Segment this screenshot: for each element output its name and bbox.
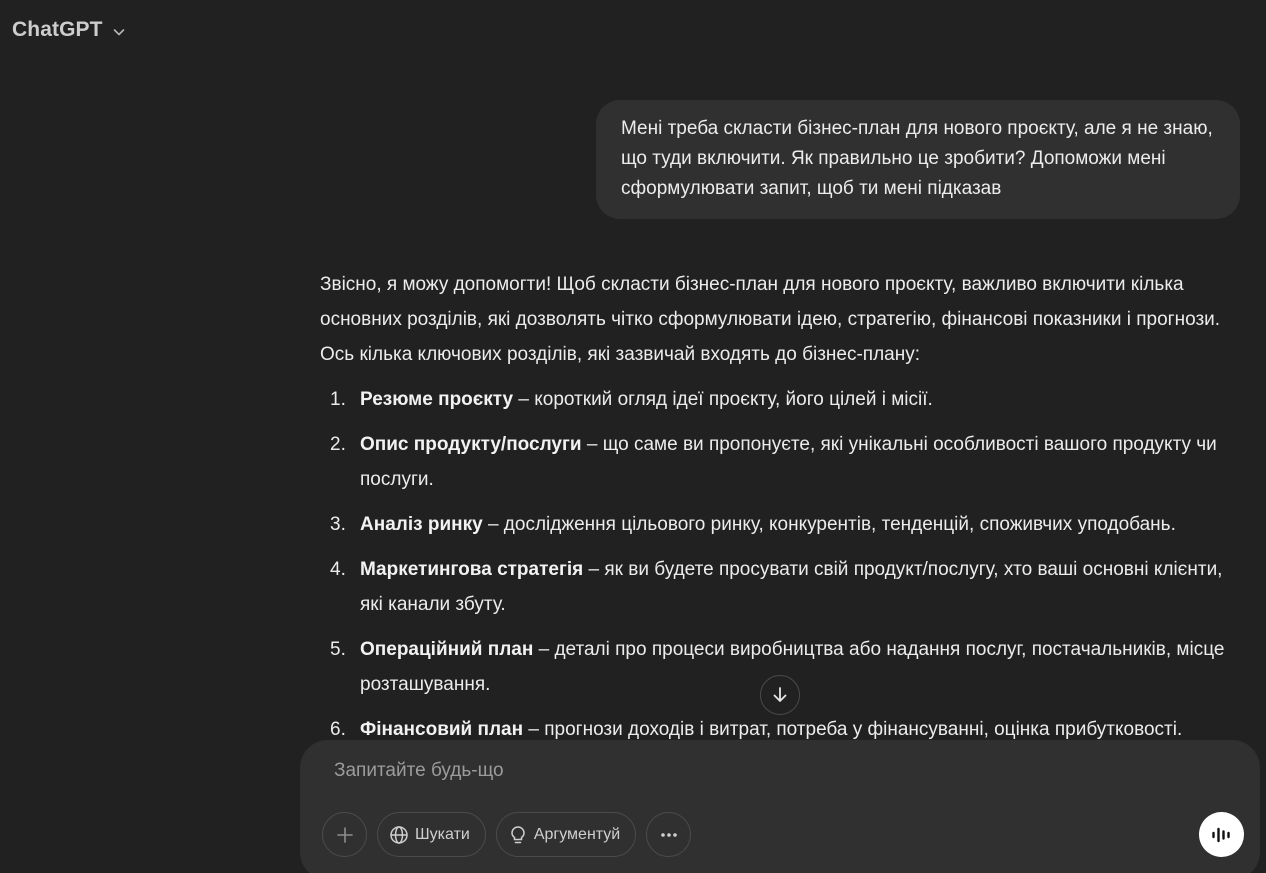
list-item-title: Аналіз ринку [360, 514, 483, 535]
list-item-text: – як ви будете просувати свій продукт/послугу, хто ваші основні клієнти, які канали збуту. [360, 559, 1223, 615]
voice-icon [1210, 823, 1234, 847]
list-item-title: Маркетингова стратегія [360, 559, 584, 580]
list-item [320, 382, 1240, 417]
attach-button[interactable] [322, 812, 367, 857]
search-button[interactable] [377, 812, 486, 857]
list-item [320, 507, 1240, 542]
list-number: 1. [330, 389, 346, 410]
list-item-title: Фінансовий план [360, 719, 524, 740]
list-item-text: – деталі про процеси виробництва або надання послуг, постачальників, місце розташування. [360, 639, 1225, 695]
assistant-intro: Звісно, я можу допомогти! Щоб скласти бізнес-план для нового проєкту, важливо включити кілька основних розділів, які дозволять чітко сформулювати ідею, стратегію, фінансові показники і прогнози. Ось кілька ключових розділів, які зазвичай входять до бізнес-плану: [320, 274, 1221, 365]
model-name: ChatGPT [12, 18, 103, 41]
model-selector[interactable] [12, 18, 127, 42]
plus-icon [335, 825, 355, 845]
list-number: 5. [330, 639, 346, 660]
list-item-title: Операційний план [360, 639, 534, 660]
more-icon [659, 825, 679, 845]
prompt-input[interactable] [334, 760, 1174, 782]
list-number: 4. [330, 559, 346, 580]
more-tools-button[interactable] [646, 812, 691, 857]
user-message: Мені треба скласти бізнес-план для нового проєкту, але я не знаю, що туди включити. Як правильно це зробити? Допоможи мені сформулювати запит, щоб ти мені підказав [596, 100, 1240, 219]
list-item-text: – дослідження цільового ринку, конкурентів, тенденцій, споживчих уподобань. [482, 514, 1176, 535]
lightbulb-icon [508, 825, 528, 845]
list-number: 6. [330, 719, 346, 740]
list-item [320, 552, 1240, 622]
list-item-text: – короткий огляд ідеї проєкту, його цілей і місії. [513, 389, 933, 410]
globe-icon [389, 825, 409, 845]
composer [300, 740, 1260, 873]
list-item-title: Опис продукту/послуги [360, 434, 582, 455]
list-item-title: Резюме проєкту [360, 389, 514, 410]
list-number: 2. [330, 434, 346, 455]
composer-tools [322, 812, 691, 857]
list-item-text: – що саме ви пропонуєте, які унікальні особливості вашого продукту чи послуги. [360, 434, 1217, 490]
chevron-down-icon [111, 24, 127, 40]
list-number: 3. [330, 514, 346, 535]
voice-mode-button[interactable] [1199, 812, 1244, 857]
reason-button[interactable] [496, 812, 636, 857]
list-item [320, 427, 1240, 497]
reason-label: Аргументуй [533, 825, 621, 843]
arrow-down-icon [770, 685, 790, 705]
list-item-text: – прогнози доходів і витрат, потреба у фінансуванні, оцінка прибутковості. [523, 719, 1183, 740]
search-label: Шукати [415, 825, 470, 843]
scroll-to-bottom-button[interactable] [760, 675, 800, 715]
